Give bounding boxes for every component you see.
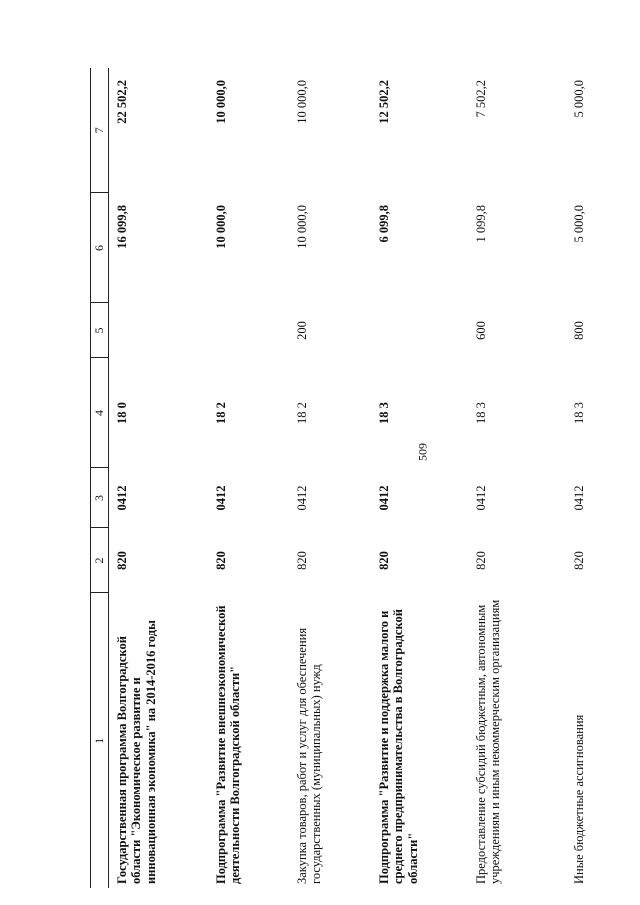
table-row — [566, 68, 604, 888]
section-code: 0412 — [474, 485, 488, 511]
expense-type-code: 600 — [474, 321, 488, 340]
section-code: 0412 — [572, 485, 586, 511]
amount-col-7: 22 502,2 — [115, 80, 129, 124]
table-row — [468, 68, 566, 888]
expense-type-code: 200 — [295, 321, 309, 340]
header-row — [91, 68, 109, 888]
program-code: 18 3 — [377, 402, 391, 424]
amount-col-7: 12 502,2 — [377, 80, 391, 124]
section-code: 0412 — [214, 485, 228, 511]
row-name: Иные бюджетные ассигнования — [572, 714, 586, 884]
section-code: 0412 — [377, 485, 391, 511]
row-name: Закупка товаров, работ и услуг для обеспечения государственных (муниципальных) нужд — [295, 627, 324, 884]
ministry-code: 820 — [295, 551, 309, 570]
program-code: 18 3 — [572, 402, 586, 424]
program-code: 18 2 — [295, 402, 309, 424]
expense-type-code — [208, 303, 289, 358]
budget-table — [90, 68, 604, 888]
amount-col-7: 5 000,0 — [572, 80, 586, 118]
amount-col-6: 16 099,8 — [115, 205, 129, 249]
expense-type-code — [371, 303, 468, 358]
ministry-code: 820 — [474, 551, 488, 570]
section-code: 0412 — [295, 485, 309, 511]
amount-col-6: 6 099,8 — [377, 205, 391, 243]
expense-type-code — [109, 303, 209, 358]
row-name: Подпрограмма "Развитие внешнеэкономической деятельности Волгоградской области" — [214, 605, 243, 884]
program-code: 18 3 — [474, 402, 488, 424]
header-col-3: 3 — [91, 468, 109, 528]
amount-col-6: 1 099,8 — [474, 205, 488, 243]
header-col-1: 1 — [91, 593, 109, 888]
row-name: Подпрограмма "Развитие и поддержка малого и среднего предпринимательства в Волгоградской области" — [377, 609, 420, 884]
header-col-2: 2 — [91, 528, 109, 593]
header-col-5: 5 — [91, 303, 109, 358]
budget-table-rotated — [90, 68, 595, 888]
amount-col-7: 7 502,2 — [474, 80, 488, 118]
amount-col-6: 5 000,0 — [572, 205, 586, 243]
header-col-6: 6 — [91, 193, 109, 303]
amount-col-6: 10 000,0 — [214, 205, 228, 249]
ministry-code: 820 — [115, 551, 129, 570]
amount-col-6: 10 000,0 — [295, 205, 309, 249]
table-row — [208, 68, 289, 888]
expense-type-code: 800 — [572, 321, 586, 340]
table-row — [289, 68, 371, 888]
page-number: 509 — [415, 443, 430, 461]
header-col-4: 4 — [91, 358, 109, 468]
ministry-code: 820 — [572, 551, 586, 570]
table-row — [371, 68, 468, 888]
section-code: 0412 — [115, 485, 129, 511]
amount-col-7: 10 000,0 — [214, 80, 228, 124]
ministry-code: 820 — [214, 551, 228, 570]
program-code: 18 2 — [214, 402, 228, 424]
program-code: 18 0 — [115, 402, 129, 424]
table-row — [109, 68, 209, 888]
header-col-7: 7 — [91, 68, 109, 193]
row-name: Государственная программа Волгоградской области "Экономическое развитие и инновационная экономика" на 2014-2016 годы — [115, 620, 158, 884]
amount-col-7: 10 000,0 — [295, 80, 309, 124]
row-name: Предоставление субсидий бюджетным, автономным учреждениям и иным некоммерческим организациям — [474, 599, 503, 884]
ministry-code: 820 — [377, 551, 391, 570]
